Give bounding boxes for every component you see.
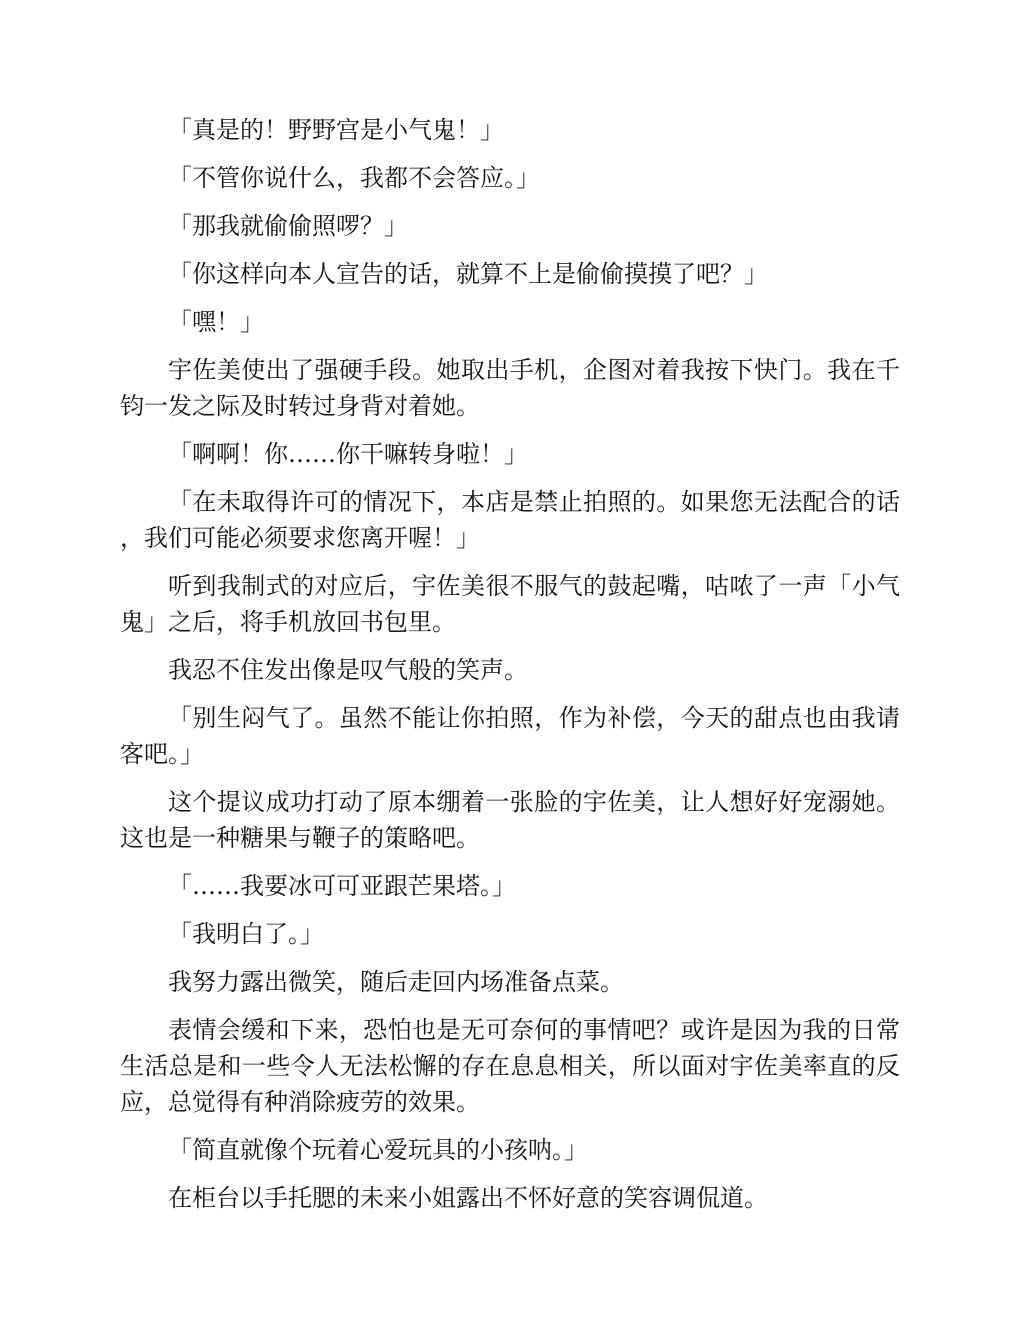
narration-paragraph: 听到我制式的对应后，宇佐美很不服气的鼓起嘴，咕哝了一声「小气鬼」之后，将手机放回书包里。 xyxy=(120,572,900,636)
dialogue-paragraph: 「你这样向本人宣告的话，就算不上是偷偷摸摸了吧？」 xyxy=(168,260,768,288)
dialogue-paragraph: 「那我就偷偷照啰？」 xyxy=(168,212,408,240)
dialogue-paragraph: 「不管你说什么，我都不会答应。」 xyxy=(168,164,540,192)
dialogue-paragraph: 「……我要冰可可亚跟芒果塔。」 xyxy=(168,872,516,900)
narration-paragraph: 宇佐美使出了强硬手段。她取出手机，企图对着我按下快门。我在千钧一发之际及时转过身背对着她。 xyxy=(120,356,900,420)
dialogue-paragraph: 「嘿！」 xyxy=(168,308,264,336)
narration-paragraph: 我努力露出微笑，随后走回内场准备点菜。 xyxy=(168,968,624,996)
dialogue-paragraph: 「我明白了。」 xyxy=(168,920,324,948)
narration-paragraph: 表情会缓和下来，恐怕也是无可奈何的事情吧？或许是因为我的日常生活总是和一些令人无法松懈的存在息息相关，所以面对宇佐美率直的反应，总觉得有种消除疲劳的效果。 xyxy=(120,1016,900,1116)
dialogue-paragraph: 「别生闷气了。虽然不能让你拍照，作为补偿，今天的甜点也由我请客吧。」 xyxy=(120,704,900,768)
narration-paragraph: 我忍不住发出像是叹气般的笑声。 xyxy=(168,656,528,684)
dialogue-paragraph: 「真是的！野野宫是小气鬼！」 xyxy=(168,116,504,144)
document-page xyxy=(120,112,900,1228)
dialogue-paragraph: 「在未取得许可的情况下，本店是禁止拍照的。如果您无法配合的话，我们可能必须要求您离开喔！」 xyxy=(120,488,900,552)
narration-paragraph: 在柜台以手托腮的未来小姐露出不怀好意的笑容调侃道。 xyxy=(168,1184,768,1212)
dialogue-paragraph: 「简直就像个玩着心爱玩具的小孩呐。」 xyxy=(168,1136,588,1164)
narration-paragraph: 这个提议成功打动了原本绷着一张脸的宇佐美，让人想好好宠溺她。这也是一种糖果与鞭子的策略吧。 xyxy=(120,788,900,852)
dialogue-paragraph: 「啊啊！你……你干嘛转身啦！」 xyxy=(168,440,528,468)
